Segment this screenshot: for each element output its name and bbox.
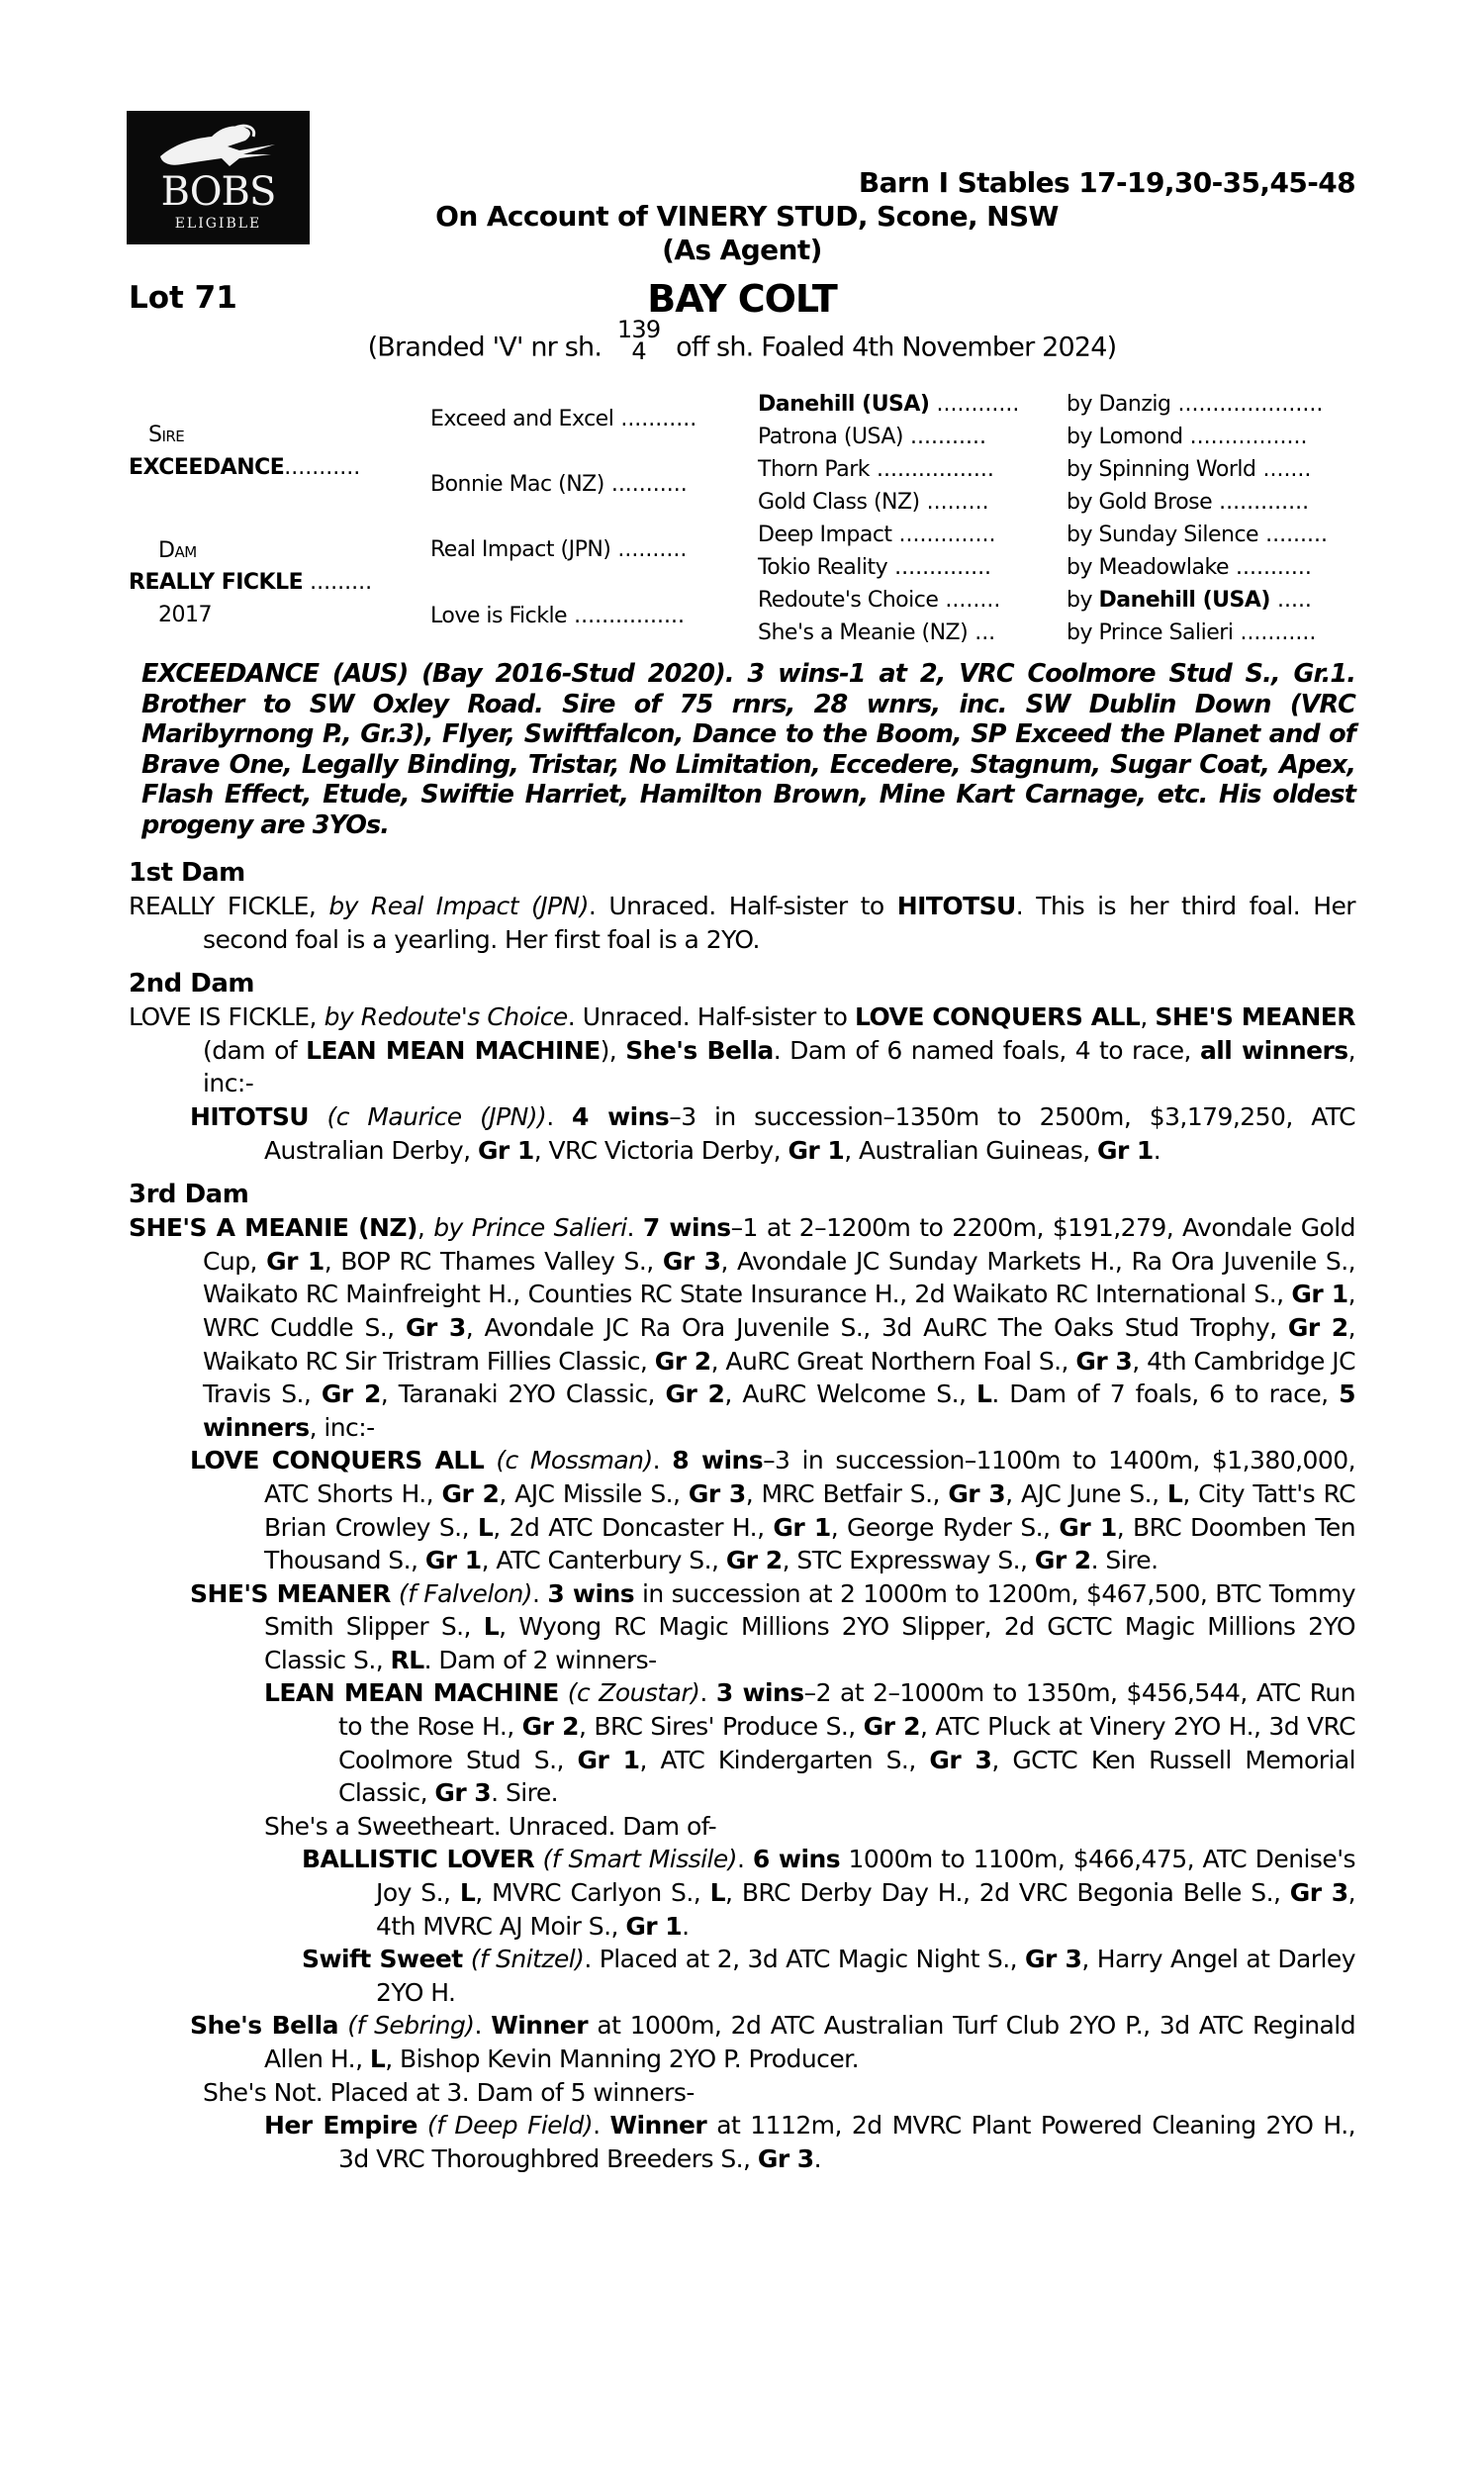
great-grandparent-sire: by Lomond ................. xyxy=(1067,425,1308,449)
section-heading: 2nd Dam xyxy=(129,969,254,999)
dam-label: Dam xyxy=(158,538,197,563)
dam-name: REALLY FICKLE xyxy=(129,570,304,595)
great-grandparent-row: Gold Class (NZ) ......... xyxy=(758,490,989,515)
great-grandparent-name: Deep Impact xyxy=(758,523,892,547)
pedigree-entry: HITOTSU (c Maurice (JPN)). 4 wins–3 in succession–1350m to 2500m, $3,179,250, ATC Australian Derby, Gr 1, VRC Victoria Derby, Gr 1, Australian Guineas, Gr 1. xyxy=(190,1101,1355,1165)
sire-of-great-grandparent: by Lomond xyxy=(1067,425,1183,449)
dam-year: 2017 xyxy=(158,603,212,627)
great-grandparent-name: Thorn Park xyxy=(758,457,870,482)
great-grandparent-row: Thorn Park ................. xyxy=(758,457,994,482)
great-grandparent-sire: by Danzig ..................... xyxy=(1067,392,1324,417)
sire-of-great-grandparent: Danehill (USA) xyxy=(1098,588,1270,613)
section-spacer xyxy=(129,1167,1355,1179)
brand-numerator: 139 xyxy=(616,316,661,343)
great-grandparent-name: Gold Class (NZ) xyxy=(758,490,920,515)
great-grandparent-sire: by Sunday Silence ......... xyxy=(1067,523,1329,547)
brand-fraction xyxy=(616,316,661,365)
brand-prefix: (Branded 'V' nr sh. xyxy=(367,332,603,363)
great-grandparent-row: Danehill (USA) ............ xyxy=(758,392,1020,417)
pedigree-entry: Her Empire (f Deep Field). Winner at 1112m, 2d MVRC Plant Powered Cleaning 2YO H., 3d VRC Thoroughbred Breeders S., Gr 3. xyxy=(264,2111,1356,2173)
great-grandparent-row: Redoute's Choice ........ xyxy=(758,588,1001,613)
section-heading: 1st Dam xyxy=(129,858,245,888)
pedigree-entry: REALLY FICKLE, by Real Impact (JPN). Unraced. Half-sister to HITOTSU. This is her third foal. Her second foal is a yearling. Her first foal is a 2YO. xyxy=(129,892,1356,954)
grandparent-name: Exceed and Excel xyxy=(430,407,614,431)
pedigree-entry: LEAN MEAN MACHINE (c Zoustar). 3 wins–2 at 2–1000m to 1350m, $456,544, ATC Run to the Rose H., Gr 2, BRC Sires' Produce S., Gr 2, ATC Pluck at Vinery 2YO H., 3d VRC Coolmore Stud S., Gr 1, ATC Kindergarten S., Gr 3, GCTC Ken Russell Memorial Classic, Gr 3. Sire. xyxy=(264,1678,1356,1808)
pedigree-entry: Swift Sweet (f Snitzel). Placed at 2, 3d ATC Magic Night S., Gr 3, Harry Angel at Darley 2YO H. xyxy=(302,1945,1356,2007)
great-grandparent-sire: by Prince Salieri ........... xyxy=(1067,620,1317,645)
great-grandparent-row: She's a Meanie (NZ) ... xyxy=(758,620,996,645)
dam-sections xyxy=(129,857,1355,2175)
great-grandparent-name: Danehill (USA) xyxy=(758,392,930,417)
brand-description xyxy=(0,316,1484,370)
grandparent-row: Bonnie Mac (NZ) ........... xyxy=(430,472,688,497)
pedigree-entry: LOVE CONQUERS ALL (c Mossman). 8 wins–3 in succession–1100m to 1400m, $1,380,000, ATC Shorts H., Gr 2, AJC Missile S., Gr 3, MRC Betfair S., Gr 3, AJC June S., L, City Tatt's RC Brian Crowley S., L, 2d ATC Doncaster H., Gr 1, George Ryder S., Gr 1, BRC Doomben Ten Thousand S., Gr 1, ATC Canterbury S., Gr 2, STC Expressway S., Gr 2. Sire. xyxy=(190,1446,1356,1575)
sire-label: Sire xyxy=(148,423,185,447)
great-grandparent-sire: by Danehill (USA) ..... xyxy=(1067,588,1312,613)
great-grandparent-name: Patrona (USA) xyxy=(758,425,904,449)
grandparent-row: Love is Fickle ................ xyxy=(430,604,685,628)
great-grandparent-sire: by Meadowlake ........... xyxy=(1067,555,1312,580)
grandparent-name: Real Impact (JPN) xyxy=(430,537,611,562)
section-heading: 3rd Dam xyxy=(129,1180,249,1210)
great-grandparent-name: Tokio Reality xyxy=(758,555,888,580)
grandparent-row: Real Impact (JPN) .......... xyxy=(430,537,688,562)
pedigree-entry: She's Not. Placed at 3. Dam of 5 winners- xyxy=(203,2077,695,2107)
agent-line: (As Agent) xyxy=(662,234,822,266)
sire-of-great-grandparent: by Spinning World xyxy=(1067,457,1256,482)
pedigree-entry: SHE'S MEANER (f Falvelon). 3 wins in succession at 2 1000m to 1200m, $467,500, BTC Tommy Smith Slipper S., L, Wyong RC Magic Millions 2YO Slipper, 2d GCTC Magic Millions 2YO Classic S., RL. Dam of 2 winners- xyxy=(190,1578,1355,1674)
grandparent-row: Exceed and Excel ........... xyxy=(430,407,697,431)
great-grandparent-name: She's a Meanie (NZ) xyxy=(758,620,969,645)
sire-of-great-grandparent: by Danzig xyxy=(1067,392,1171,417)
sire-of-great-grandparent: by Gold Brose xyxy=(1067,490,1213,515)
lot-number: Lot 71 xyxy=(129,280,237,316)
brand-denominator: 4 xyxy=(631,337,646,365)
sire-of-great-grandparent: by Meadowlake xyxy=(1067,555,1229,580)
sire-summary: EXCEEDANCE (AUS) (Bay 2016-Stud 2020). 3 wins-1 at 2, VRC Coolmore Stud S., Gr.1. Brother to SW Oxley Road. Sire of 75 rnrs, 28 wnrs, inc. SW Dublin Down (VRC Maribyrnong P., Gr.3), Flyer, Swiftfalcon, Dance to the Boom, SP Exceed the Planet and of Brave One, Legally Binding, Tristar, No Limitation, Eccedere, Stagnum, Sugar Coat, Apex, Flash Effect, Etude, Swiftie Harriet, Hamilton Brown, Mine Kart Carnage, etc. His oldest progeny are 3YOs. xyxy=(141,659,1355,840)
barn-location: Barn I Stables 17-19,30-35,45-48 xyxy=(858,166,1355,199)
pedigree-entry: She's Bella (f Sebring). Winner at 1000m, 2d ATC Australian Turf Club 2YO P., 3d ATC Reginald Allen H., L, Bishop Kevin Manning 2YO P. Producer. xyxy=(190,2011,1356,2073)
sire-of-great-grandparent: by Sunday Silence xyxy=(1067,523,1259,547)
grandparent-name: Love is Fickle xyxy=(430,604,568,628)
great-grandparent-row: Tokio Reality .............. xyxy=(758,555,992,580)
sire-name: EXCEEDANCE xyxy=(129,455,285,480)
sire-of-great-grandparent: by Prince Salieri xyxy=(1067,620,1234,645)
logo-title: BOBS xyxy=(160,169,276,215)
pedigree-entry: SHE'S A MEANIE (NZ), by Prince Salieri. 7 wins–1 at 2–1200m to 2200m, $191,279, Avondale Gold Cup, Gr 1, BOP RC Thames Valley S., Gr 3, Avondale JC Sunday Markets H., Ra Ora Juvenile S., Waikato RC Mainfreight H., Counties RC State Insurance H., 2d Waikato RC International S., Gr 1, WRC Cuddle S., Gr 3, Avondale JC Ra Ora Juvenile S., 3d AuRC The Oaks Stud Trophy, Gr 2, Waikato RC Sir Tristram Fillies Classic, Gr 2, AuRC Great Northern Foal S., Gr 3, 4th Cambridge JC Travis S., Gr 2, Taranaki 2YO Classic, Gr 2, AuRC Welcome S., L. Dam of 7 foals, 6 to race, 5 winners, inc:- xyxy=(129,1213,1356,1442)
vendor-line: On Account of VINERY STUD, Scone, NSW xyxy=(435,200,1059,233)
great-grandparent-name: Redoute's Choice xyxy=(758,588,939,613)
grandparent-name: Bonnie Mac (NZ) xyxy=(430,472,604,497)
horse-head-icon xyxy=(154,121,283,175)
section-spacer xyxy=(129,956,1355,968)
sire-name-row: EXCEEDANCE........... xyxy=(129,455,361,480)
great-grandparent-row: Patrona (USA) ........... xyxy=(758,425,986,449)
great-grandparent-sire: by Gold Brose ............. xyxy=(1067,490,1310,515)
great-grandparent-row: Deep Impact .............. xyxy=(758,523,996,547)
pedigree-entry: LOVE IS FICKLE, by Redoute's Choice. Unraced. Half-sister to LOVE CONQUERS ALL, SHE'S MEANER (dam of LEAN MEAN MACHINE), She's Bella. Dam of 6 named foals, 4 to race, all winners, inc:- xyxy=(129,1002,1356,1098)
logo-subtitle: ELIGIBLE xyxy=(174,216,262,232)
pedigree-entry: BALLISTIC LOVER (f Smart Missile). 6 wins 1000m to 1100m, $466,475, ATC Denise's Joy S., L, MVRC Carlyon S., L, BRC Derby Day H., 2d VRC Begonia Belle S., Gr 3, 4th MVRC AJ Moir S., Gr 1. xyxy=(302,1845,1355,1941)
great-grandparent-sire: by Spinning World ....... xyxy=(1067,457,1312,482)
brand-suffix: off sh. Foaled 4th November 2024) xyxy=(676,332,1117,363)
horse-title: BAY COLT xyxy=(647,277,837,321)
pedigree-entry: She's a Sweetheart. Unraced. Dam of- xyxy=(264,1811,717,1841)
dam-name-row: REALLY FICKLE ......... xyxy=(129,570,373,595)
